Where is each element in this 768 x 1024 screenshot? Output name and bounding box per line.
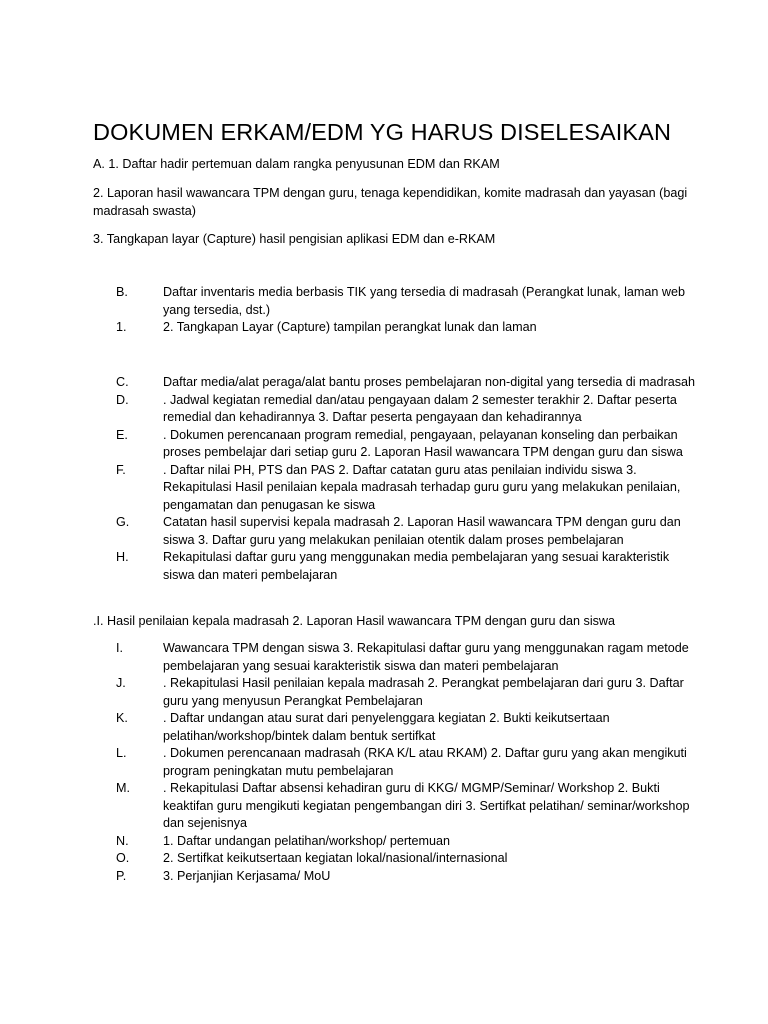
list-item [0,549,768,584]
list-text: . Daftar nilai PH, PTS dan PAS 2. Daftar catatan guru atas penilaian individu siswa 3. Rekapitulasi Hasil penilaian kepala madrasah terhadap guru guru yang melakukan penilaian, pengamatan dan penugasan ke siswa [163,462,681,512]
paragraph-3: 3. Tangkapan layar (Capture) hasil pengisian aplikasi EDM dan e-RKAM [93,232,496,246]
list-marker: H. [116,550,129,564]
list-marker: L. [116,746,127,760]
list-section-i-p [0,640,768,885]
list-text: . Dokumen perencanaan program remedial, pengayaan, pelayanan konseling dan perbaikan proses pembelajar dari setiap guru 2. Laporan Hasil wawancara TPM dengan guru dan siswa [163,427,683,459]
list-item [0,392,768,427]
list-item [0,868,768,886]
list-item [0,710,768,745]
list-marker: F. [116,462,126,477]
list-item [0,462,768,515]
list-text: . Rekapitulasi Hasil penilaian kepala madrasah 2. Perangkat pembelajaran dari guru 3. Daftar guru yang menyusun Perangkat Pembelajaran [163,676,684,708]
list-marker: M. [116,781,130,795]
document-title: DOKUMEN ERKAM/EDM YG HARUS DISELESAIKAN [93,119,672,145]
list-text: 1. Daftar undangan pelatihan/workshop/ pertemuan [163,833,451,848]
list-marker: G. [116,515,130,529]
list-text: 2. Sertifkat keikutsertaan kegiatan lokal/nasional/internasional [163,851,508,865]
list-text: . Rekapitulasi Daftar absensi kehadiran guru di KKG/ MGMP/Seminar/ Workshop 2. Bukti keaktifan guru mengikuti kegiatan pengembangan diri 3. Sertifkat pelatihan/ seminar/workshop dan sejenisnya [163,781,690,830]
list-text: 2. Tangkapan Layar (Capture) tampilan perangkat lunak dan laman [163,320,537,334]
list-item [0,374,768,392]
list-text: Catatan hasil supervisi kepala madrasah 2. Laporan Hasil wawancara TPM dengan guru dan siswa 3. Daftar guru yang melakukan penilaian otentik dalam proses pembelajaran [163,515,681,547]
list-marker: N. [116,833,129,848]
paragraph-i: .I. Hasil penilaian kepala madrasah 2. Laporan Hasil wawancara TPM dengan guru dan siswa [93,614,616,628]
list-marker: I. [116,641,123,655]
list-text: Rekapitulasi daftar guru yang menggunakan media pembelajaran yang sesuai karakteristik siswa dan materi pembelajaran [163,550,670,582]
list-text: Wawancara TPM dengan siswa 3. Rekapitulasi daftar guru yang menggunakan ragam metode pembelajaran yang sesuai karakteristik siswa dan materi pembelajaran [163,641,689,673]
list-item [0,284,768,319]
list-item [0,745,768,780]
list-text: Daftar inventaris media berbasis TIK yang tersedia di madrasah (Perangkat lunak, laman web yang tersedia, dst.) [163,285,685,317]
list-item [0,833,768,851]
list-marker: O. [116,851,130,865]
list-item [0,640,768,675]
list-item [0,427,768,462]
list-marker: J. [116,676,126,690]
paragraph-a1: A. 1. Daftar hadir pertemuan dalam rangka penyusunan EDM dan RKAM [93,157,500,171]
list-item [0,514,768,549]
list-marker: P. [116,868,127,883]
list-marker: C. [116,375,129,389]
list-section-b [0,284,768,337]
list-text: . Jadwal kegiatan remedial dan/atau pengayaan dalam 2 semester terakhir 2. Daftar peserta remedial dan kehadirannya 3. Daftar peserta pengayaan dan kehadirannya [163,392,677,424]
list-text: Daftar media/alat peraga/alat bantu proses pembelajaran non-digital yang tersedia di madrasah [163,375,696,389]
list-marker: D. [116,392,129,407]
list-item [0,780,768,833]
list-text: . Daftar undangan atau surat dari penyelenggara kegiatan 2. Bukti keikutsertaan pelatihan/workshop/bintek dalam bentuk sertifkat [163,711,610,743]
list-item [0,319,768,337]
list-item [0,675,768,710]
list-section-c-h [0,374,768,584]
list-marker: B. [116,285,128,299]
list-marker: K. [116,711,128,725]
list-text: 3. Perjanjian Kerjasama/ MoU [163,868,331,883]
list-text: . Dokumen perencanaan madrasah (RKA K/L atau RKAM) 2. Daftar guru yang akan mengikuti program peningkatan mutu pembelajaran [163,746,687,778]
list-marker: 1. [116,320,127,334]
paragraph-2: 2. Laporan hasil wawancara TPM dengan guru, tenaga kependidikan, komite madrasah dan yayasan (bagi madrasah swasta) [93,186,688,218]
list-item [0,850,768,868]
list-marker: E. [116,427,128,442]
